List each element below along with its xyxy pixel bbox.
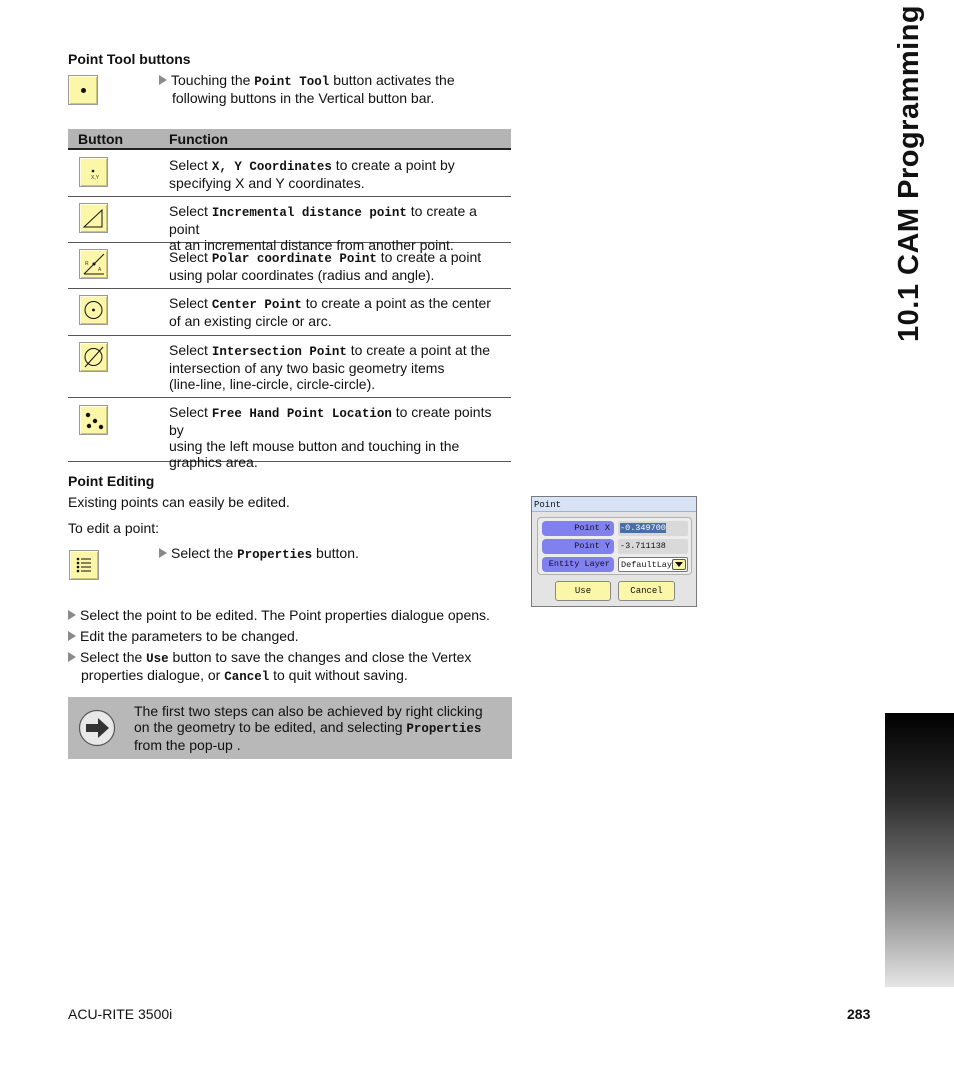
bullet-arrow-icon: [159, 75, 167, 85]
section-heading-point-tool: Point Tool buttons: [68, 51, 191, 67]
row-function-text: Select Intersection Point to create a point at the intersection of any two basic geometry items (line-line, line-circle, circle-circle).: [169, 342, 491, 392]
step-select-properties: Select the Properties button.: [159, 545, 359, 562]
point-y-field[interactable]: -3.711138: [618, 539, 688, 554]
table-row: [68, 289, 511, 336]
center-point-icon: [80, 296, 107, 324]
col-function-header: Function: [169, 131, 229, 147]
row-function-text: Select Incremental distance point to create a point at an incremental distance from another point.: [169, 203, 477, 253]
point-x-label: Point X: [542, 521, 614, 536]
table-header: [68, 129, 511, 150]
editing-how-to: To edit a point:: [68, 520, 160, 536]
point-tool-intro: Touching the Point Tool button activates the following buttons in the Vertical button bar.: [159, 72, 499, 106]
bullet-arrow-icon: [68, 631, 76, 641]
bullet-arrow-icon: [68, 610, 76, 620]
cancel-button[interactable]: Cancel: [618, 581, 675, 601]
dot-icon: [81, 88, 86, 93]
point-tool-button[interactable]: [68, 75, 98, 105]
incremental-distance-button[interactable]: [79, 203, 108, 233]
bullet-arrow-icon: [159, 548, 167, 558]
properties-button[interactable]: [69, 550, 99, 580]
note-text: The first two steps can also be achieved by right clicking on the geometry to be edited, and selecting Properties from the pop-up .: [134, 703, 483, 753]
free-hand-point-button[interactable]: [79, 405, 108, 435]
svg-text:A: A: [98, 267, 102, 273]
table-row: [68, 151, 511, 197]
xy-point-icon: [80, 158, 107, 186]
row-function-text: Select Center Point to create a point as the center of an existing circle or arc.: [169, 295, 491, 329]
table-row: [68, 197, 511, 253]
dialog-fields-panel: [537, 517, 692, 575]
note-box: [68, 697, 512, 759]
chevron-down-icon: [672, 559, 686, 570]
row-function-text: Select Free Hand Point Location to create points by using the left mouse button and touching in the graphics area.: [169, 404, 492, 470]
point-properties-dialog: [531, 496, 697, 607]
intersection-point-button[interactable]: [79, 342, 108, 372]
xy-coordinates-button[interactable]: [79, 157, 108, 187]
arrow-right-circle-icon: [78, 709, 116, 747]
polar-coordinate-button[interactable]: [79, 249, 108, 279]
incremental-distance-icon: [80, 204, 107, 232]
footer-product: ACU-RITE 3500i: [68, 1006, 173, 1022]
chapter-side-title: 10.1 CAM Programming: [893, 4, 925, 342]
step-3: Select the Use button to save the changes and close the Vertex properties dialogue, or Cancel to quit without saving.: [68, 649, 471, 685]
section-heading-point-editing: Point Editing: [68, 473, 155, 489]
center-point-button[interactable]: [79, 295, 108, 325]
point-x-field[interactable]: -0.349700: [618, 521, 688, 536]
entity-layer-label: Entity Layer: [542, 557, 614, 572]
use-button[interactable]: Use: [555, 581, 611, 601]
table-row: [68, 243, 511, 289]
col-button-header: Button: [78, 131, 124, 147]
table-row: [68, 398, 511, 470]
row-function-text: Select X, Y Coordinates to create a point by specifying X and Y coordinates.: [169, 157, 455, 191]
svg-text:R: R: [85, 261, 89, 267]
point-y-label: Point Y: [542, 539, 614, 554]
table-row: [68, 336, 511, 398]
step-1: Select the point to be edited. The Point properties dialogue opens.: [68, 607, 490, 623]
page-number: 283: [847, 1006, 871, 1022]
intersection-point-icon: [80, 343, 107, 371]
free-hand-points-icon: [80, 406, 107, 434]
editing-intro: Existing points can easily be edited.: [68, 494, 290, 510]
svg-text:X,Y: X,Y: [91, 175, 100, 181]
step-2: Edit the parameters to be changed.: [68, 628, 299, 644]
bullet-arrow-icon: [68, 652, 76, 662]
chapter-tab-gradient: [885, 713, 954, 987]
polar-coordinate-icon: [80, 250, 107, 278]
dialog-title: Point: [532, 497, 696, 512]
row-function-text: Select Polar coordinate Point to create a point using polar coordinates (radius and angle).: [169, 249, 482, 283]
entity-layer-select[interactable]: DefaultLay: [618, 557, 688, 572]
properties-list-icon: [70, 551, 98, 579]
